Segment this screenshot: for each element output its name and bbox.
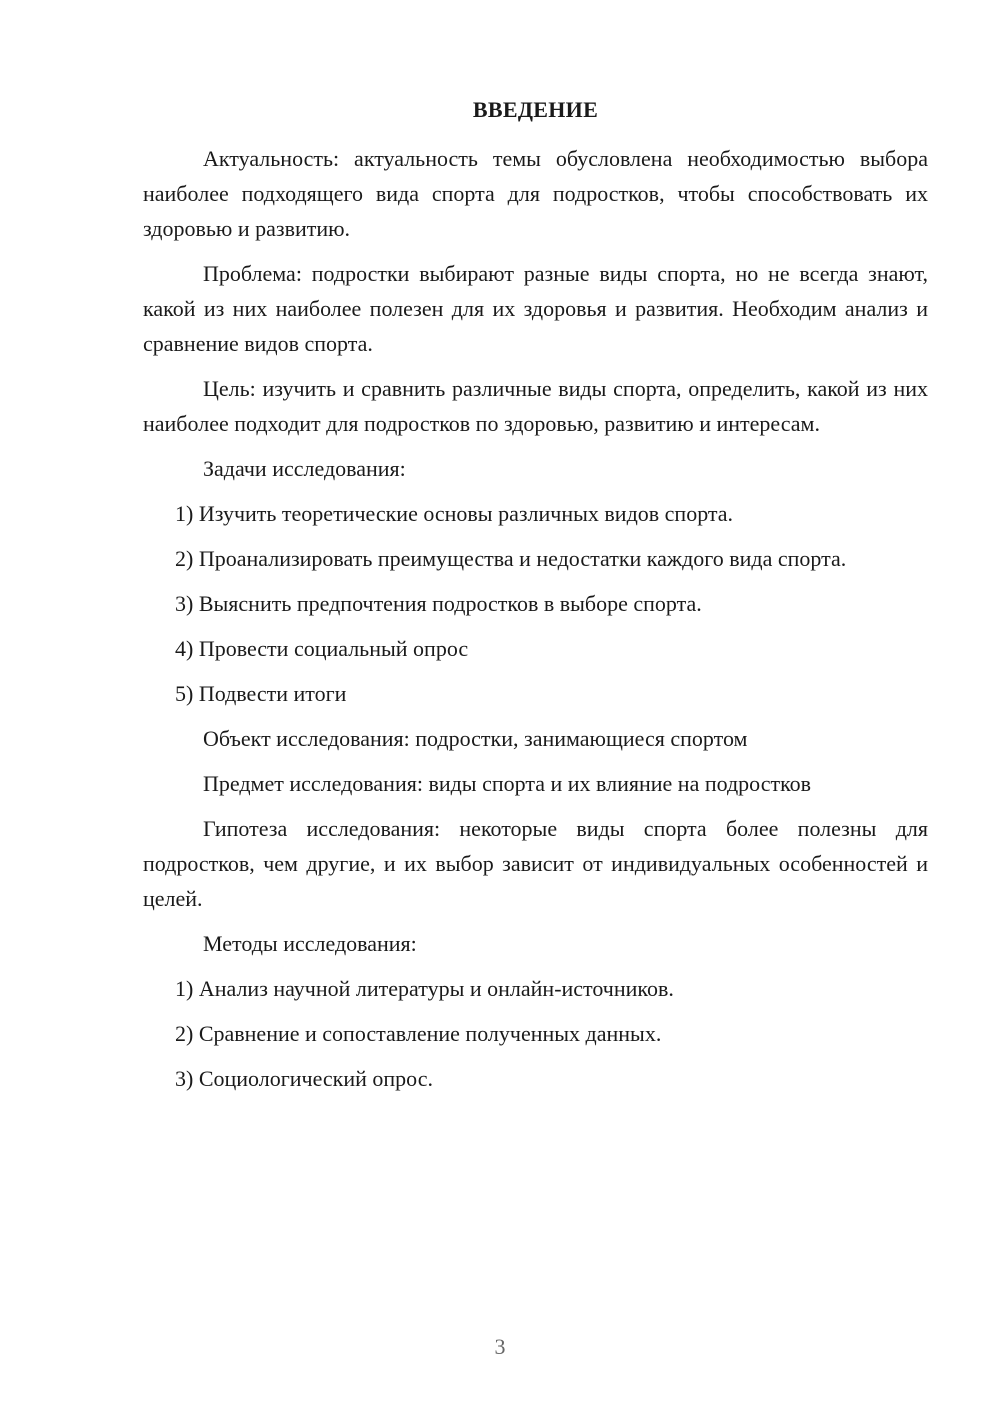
task-item: 2) Проанализировать преимущества и недостатки каждого вида спорта. [175, 546, 847, 571]
section-title: ВВЕДЕНИЕ [472, 97, 599, 122]
page-number: 3 [494, 1334, 506, 1359]
task-item: 1) Изучить теоретические основы различных видов спорта. [175, 501, 734, 526]
hypothesis-paragraph: Гипотеза исследования: некоторые виды спорта более полезны для подростков, чем другие, и их выбор зависит от индивидуальных особенностей и целей. [143, 816, 928, 911]
method-item: 2) Сравнение и сопоставление полученных данных. [175, 1021, 662, 1046]
goal-paragraph: Цель: изучить и сравнить различные виды спорта, определить, какой из них наиболее подходит для подростков по здоровью, развитию и интересам. [143, 376, 928, 436]
task-item: 3) Выяснить предпочтения подростков в выборе спорта. [175, 591, 702, 616]
relevance-paragraph: Актуальность: актуальность темы обусловлена необходимостью выбора наиболее подходящего вида спорта для подростков, чтобы способствовать их здоровью и развитию. [143, 146, 928, 241]
methods-list [143, 971, 928, 1096]
task-item: 5) Подвести итоги [175, 681, 347, 706]
tasks-heading: Задачи исследования: [203, 456, 406, 481]
subject-paragraph: Предмет исследования: виды спорта и их влияние на подростков [203, 771, 812, 796]
page-content [143, 95, 928, 1106]
method-item: 1) Анализ научной литературы и онлайн-источников. [175, 976, 674, 1001]
methods-heading: Методы исследования: [203, 931, 417, 956]
problem-paragraph: Проблема: подростки выбирают разные виды спорта, но не всегда знают, какой из них наиболее полезен для их здоровья и развития. Необходим анализ и сравнение видов спорта. [143, 261, 928, 356]
tasks-list [143, 496, 928, 711]
method-item: 3) Социологический опрос. [175, 1066, 433, 1091]
object-paragraph: Объект исследования: подростки, занимающиеся спортом [203, 726, 748, 751]
task-item: 4) Провести социальный опрос [175, 636, 469, 661]
